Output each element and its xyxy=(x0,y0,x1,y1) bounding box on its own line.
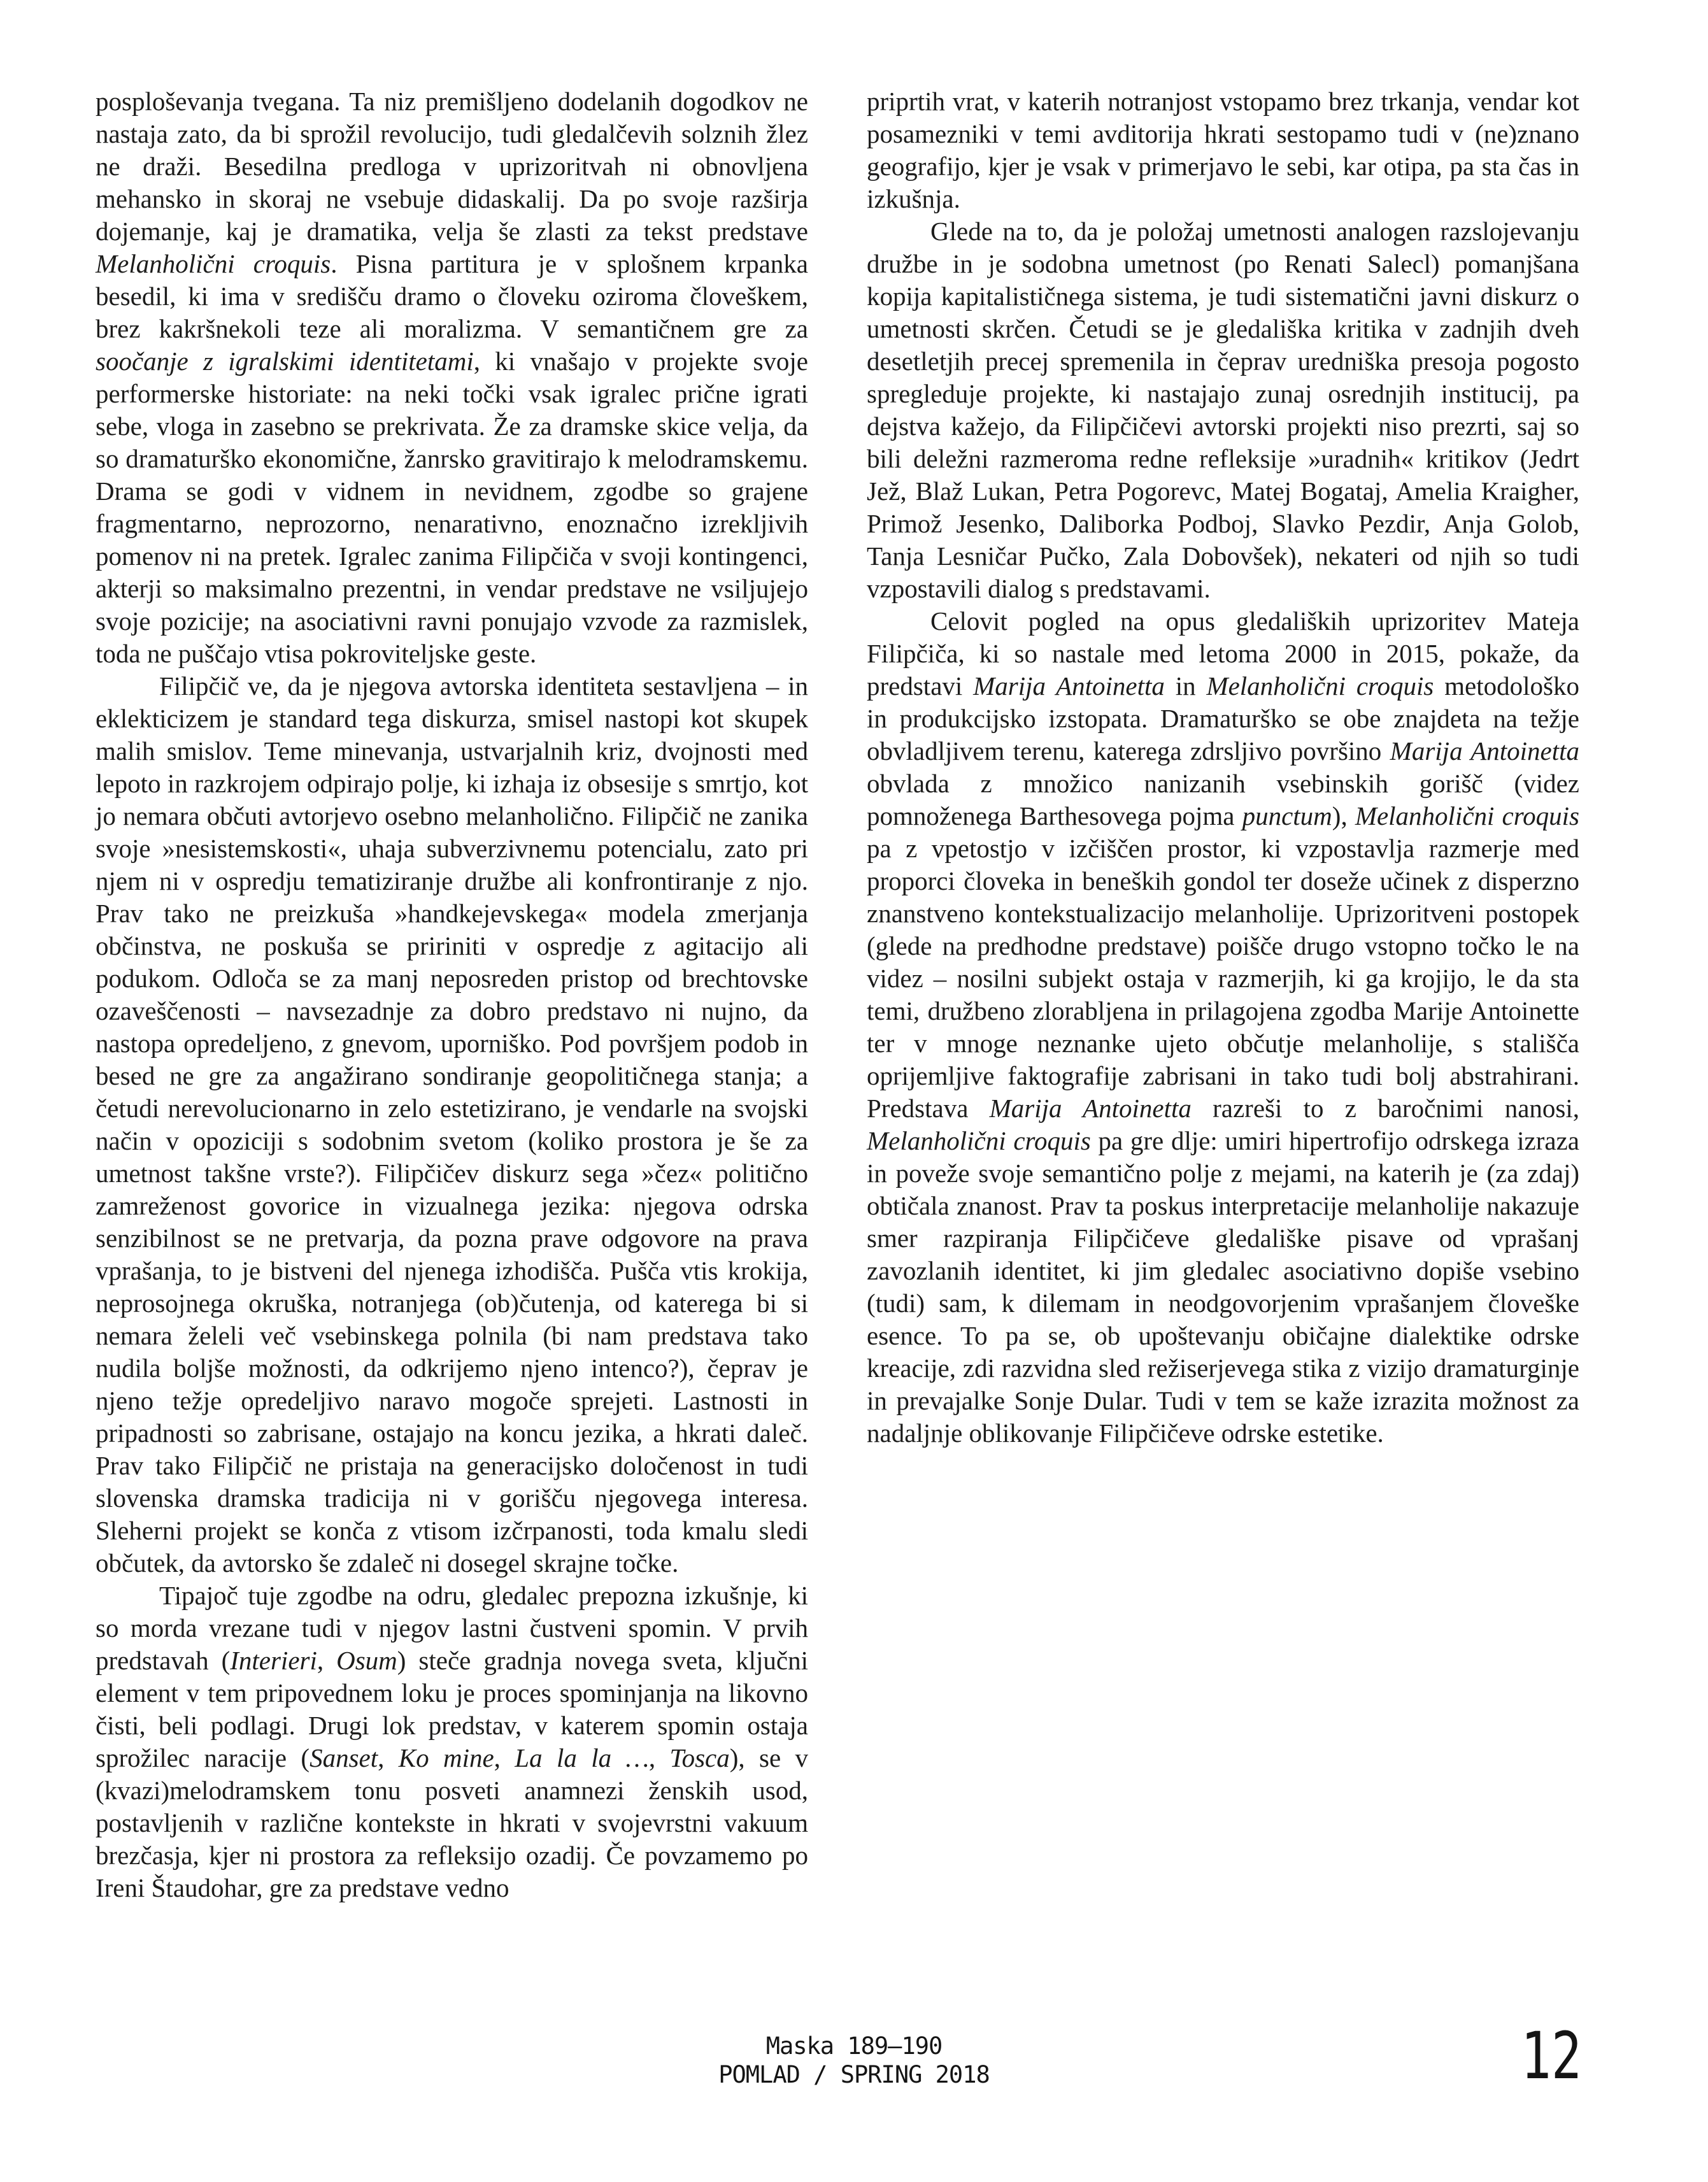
body-paragraph xyxy=(867,85,1579,215)
text-run: metodološko in produkcijsko izstopata. Dramaturško se obe znajdeta na težje obvladljivem terenu, katerega zdrsljivo površino xyxy=(867,671,1579,766)
text-run: in xyxy=(1164,671,1207,701)
left-column xyxy=(96,85,808,1904)
body-paragraph xyxy=(867,215,1579,605)
body-paragraph xyxy=(867,605,1579,1450)
text-run: priprtih vrat, v katerih notranjost vstopamo brez trkanja, vendar kot posamezniki v temi avditorija hkrati sestopamo tudi v (ne)znano geografijo, kjer je vsak v primerjavo le sebi, kar otipa, pa sta čas in izkušnja. xyxy=(867,87,1579,213)
italic-title: Marija Antoinetta xyxy=(989,1094,1192,1123)
italic-title: Melanholični croquis xyxy=(96,249,331,278)
footer-journal-issue: Maska 189–190 xyxy=(765,2032,943,2060)
page-number: 12 xyxy=(1521,2018,1582,2094)
body-paragraph xyxy=(96,85,808,670)
italic-title: Tosca xyxy=(669,1743,730,1772)
body-paragraph xyxy=(96,1579,808,1904)
right-column xyxy=(867,85,1579,1904)
text-run: , ki vnašajo v projekte svoje performerske historiate: na neki točki vsak igralec prične igrati sebe, vloga in zasebno se prekrivata. Že za dramske skice velja, da so dramaturško ekonomične, žanrsko gravitirajo k melodramskemu. Drama se godi v vidnem in nevidnem, zgodbe so grajene fragmentarno, neprozorno, nenarativno, enoznačno izrekljivih pomenov ni na pretek. Igralec zanima Filipčiča v svoji kontingenci, akterji so maksimalno prezentni, in vendar predstave ne vsiljujejo svoje pozicije; na asociativni ravni ponujajo vzvode za razmislek, toda ne puščajo vtisa pokroviteljske geste. xyxy=(96,346,808,668)
italic-title: Ko mine xyxy=(398,1743,494,1772)
text-run: pa gre dlje: umiri hipertrofijo odrskega izraza in poveže svoje semantično polje z mejami, na katerih je (za zdaj) obtičala znanost. Prav ta poskus interpretacije melanholije nakazuje smer razpiranja Filipčičeve gledališke pisave od vprašanj zavozlanih identitet, ki jim gledalec asociativno dopiše vsebino (tudi) sam, k dilemam in neodgovorjenim vprašanjem človeške esence. To pa se, ob upoštevanju običajne dialektike odrske kreacije, zdi razvidna sled režiserjevega stika z vizijo dramaturginje in prevajalke Sonje Dular. Tudi v tem se kaže izrazita možnost za nadaljnje oblikovanje Filipčičeve odrske estetike. xyxy=(867,1126,1579,1448)
text-run: , xyxy=(317,1646,337,1675)
italic-title: Marija Antoinetta xyxy=(1390,736,1579,766)
text-run: ) steče gradnja novega sveta, ključni element v tem pripovednem loku je proces spominjanja na likovno čisti, beli podlagi. Drugi lok predstav, v katerem spomin ostaja sprožilec naracije ( xyxy=(96,1646,808,1772)
text-run: razreši to z baročnimi nanosi, xyxy=(1191,1094,1579,1123)
italic-title: punctum xyxy=(1242,801,1332,831)
text-run: , xyxy=(494,1743,515,1772)
text-run: obvlada z množico nanizanih vsebinskih gorišč (videz pomnoženega Barthesovega pojma xyxy=(867,769,1579,831)
text-run: ), xyxy=(1332,801,1355,831)
footer-season: POMLAD / SPRING 2018 xyxy=(718,2061,990,2088)
italic-title: Marija Antoinetta xyxy=(973,671,1165,701)
text-run: Celovit pogled na opus gledaliških uprizoritev Mateja Filipčiča, ki so nastale med letoma 2000 in 2015, pokaže, da predstavi xyxy=(867,606,1579,701)
text-run: pa z vpetostjo v izčiščen prostor, ki vzpostavlja razmerje med proporci človeka in beneških gondol ter doseže učinek z disperzno znanstveno kontekstualizacijo melanholije. Uprizoritveni postopek (glede na predhodne predstave) poišče drugo vstopno točko le na videz – nosilni subjekt ostaja v razmerjih, ki ga krojijo, le da sta temi, družbeno zlorabljena in prilagojena zgodba Marije Antoinette ter v mnoge neznanke ujeto občutje melanholije, s stališča oprijemljive faktografije zabrisani in tako tudi bolj abstrahirani. Predstava xyxy=(867,834,1579,1123)
italic-title: soočanje z igralskimi identitetami xyxy=(96,346,474,376)
body-paragraph xyxy=(96,670,808,1579)
italic-title: Interieri xyxy=(230,1646,317,1675)
text-run: posploševanja tvegana. Ta niz premišljeno dodelanih dogodkov ne nastaja zato, da bi sprožil revolucijo, tudi gledalčevih solznih žlez ne draži. Besedilna predloga v uprizoritvah ni obnovljena mehansko in skoraj ne vsebuje didaskalij. Da po svoje razširja dojemanje, kaj je dramatika, velja še zlasti za tekst predstave xyxy=(96,87,808,246)
article-body xyxy=(96,85,1579,1904)
page-footer xyxy=(0,2032,1708,2089)
italic-title: La la la … xyxy=(515,1743,649,1772)
text-run: . Pisna partitura je v splošnem krpanka besedil, ki ima v središču dramo o človeku oziroma človeškem, brez kakršnekoli teze ali moralizma. V semantičnem gre za xyxy=(96,249,808,343)
italic-title: Melanholični croquis xyxy=(867,1126,1091,1155)
text-run: , xyxy=(648,1743,670,1772)
text-run: Tipajoč tuje zgodbe na odru, gledalec prepozna izkušnje, ki so morda vrezane tudi v njegov lastni čustveni spomin. V prvih predstavah ( xyxy=(96,1581,808,1675)
italic-title: Sanset xyxy=(310,1743,378,1772)
italic-title: Melanholični croquis xyxy=(1355,801,1580,831)
italic-title: Osum xyxy=(336,1646,397,1675)
italic-title: Melanholični croquis xyxy=(1206,671,1434,701)
text-run: Filipčič ve, da je njegova avtorska identiteta sestavljena – in eklekticizem je standard tega diskurza, smisel nastopi kot skupek malih smislov. Teme minevanja, ustvarjalnih kriz, dvojnosti med lepoto in razkrojem odpirajo polje, ki izhaja iz obsesije s smrtjo, kot jo nemara občuti avtorjevo osebno melanholično. Filipčič ne zanika svoje »nesistemskosti«, uhaja subverzivnemu potencialu, zato pri njem ni v ospredju tematiziranje družbe ali konfrontiranje z njo. Prav tako ne preizkuša »handkejevskega« modela zmerjanja občinstva, ne poskuša se pririniti v ospredje z agitacijo ali podukom. Odloča se za manj neposreden pristop od brechtovske ozaveščenosti – navsezadnje za dobro predstavo ni nujno, da nastopa opredeljeno, z gnevom, uporniško. Pod površjem podob in besed ne gre za angažirano sondiranje geopolitičnega stanja; a četudi nerevolucionarno in zelo estetizirano, je vendarle na svojski način v opoziciji s sodobnim svetom (koliko prostora je še za umetnost takšne vrste?). Filipčičev diskurz sega »čez« politično zamreženost govorice in vizualnega jezika: njegova odrska senzibilnost se ne pretvarja, da pozna prave odgovore na prava vprašanja, to je bistveni del njenega izhodišča. Pušča vtis krokija, neprosojnega okruška, notranjega (ob)čutenja, od katerega bi si nemara želeli več vsebinskega polnila (bi nam predstava tako nudila boljše možnosti, da odkrijemo njeno intenco?), čeprav je njeno težje opredeljivo naravo mogoče sprejeti. Lastnosti in pripadnosti so zabrisane, ostajajo na koncu jezika, a hkrati daleč. Prav tako Filipčič ne pristaja na generacijsko določenost in tudi slovenska dramska tradicija ni v gorišču njegovega interesa. Sleherni projekt se konča z vtisom izčrpanosti, toda kmalu sledi občutek, da avtorsko še zdaleč ni dosegel skrajne točke. xyxy=(96,671,808,1578)
text-run: Glede na to, da je položaj umetnosti analogen razslojevanju družbe in je sodobna umetnost (po Renati Salecl) pomanjšana kopija kapitalističnega sistema, je tudi sistematični javni diskurz o umetnosti skrčen. Četudi se je gledališka kritika v zadnjih dveh desetletjih precej spremenila in čeprav uredniška presoja pogosto spregleduje projekte, ki nastajajo zunaj osrednjih institucij, pa dejstva kažejo, da Filipčičevi avtorski projekti niso prezrti, saj so bili deležni razmeroma redne refleksije »uradnih« kritikov (Jedrt Jež, Blaž Lukan, Petra Pogorevc, Matej Bogataj, Amelia Kraigher, Primož Jesenko, Daliborka Podboj, Slavko Pezdir, Anja Golob, Tanja Lesničar Pučko, Zala Dobovšek), nekateri od njih so tudi vzpostavili dialog s predstavami. xyxy=(867,217,1579,603)
text-run: ), se v (kvazi)melodramskem tonu posveti anamnezi ženskih usod, postavljenih v različne kontekste in hkrati v svojevrstni vakuum brezčasja, kjer ni prostora za refleksijo ozadij. Če povzamemo po Ireni Štaudohar, gre za predstave vedno xyxy=(96,1743,809,1902)
text-run: , xyxy=(378,1743,399,1772)
